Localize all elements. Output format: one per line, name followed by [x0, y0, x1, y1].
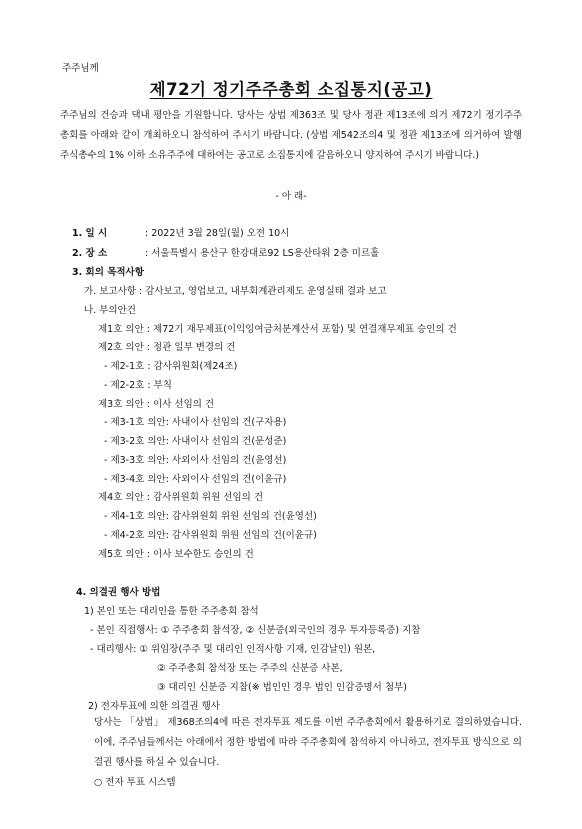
agenda-item-4: 제4호 의안 : 감사위원회 위원 선임의 건 [98, 492, 264, 503]
agenda-item-1: 제1호 의안 : 제72기 재무제표(이익잉여금처분계산서 포함) 및 연결재무제표 승인의 건 [98, 324, 457, 335]
date-value: : 2022년 3월 28일(월) 오전 10시 [145, 228, 290, 239]
place-label: 2. 장 소 [72, 248, 108, 259]
agenda-item-2: 제2호 의안 : 정관 일부 변경의 건 [98, 342, 236, 353]
resolution-title: 나. 부의안건 [84, 305, 136, 316]
date-label: 1. 일 시 [72, 228, 108, 239]
voting-method-1: 1) 본인 또는 대리인을 통한 주주총회 참석 [84, 606, 259, 617]
agenda-item-4-1: - 제4-1호 의안: 감사위원회 위원 선임의 건(윤영선) [104, 511, 317, 522]
voting-proxy-2: ② 주주총회 참석장 또는 주주의 신분증 사본, [157, 663, 343, 674]
agenda-item-4-2: - 제4-2호 의안: 감사위원회 위원 선임의 건(이윤규) [104, 530, 317, 541]
voting-method-2: 2) 전자투표에 의한 의결권 행사 [88, 701, 220, 712]
agenda-item-5: 제5호 의안 : 이사 보수한도 승인의 건 [98, 549, 254, 560]
agenda-item-3-1: - 제3-1호 의안: 사내이사 선임의 건(구자용) [104, 417, 287, 428]
agenda-item-3-4: - 제3-4호 의안: 사외이사 선임의 건(이윤규) [104, 474, 287, 485]
voting-self: - 본인 직접행사: ① 주주총회 참석장, ② 신분증(외국인의 경우 투자등록증) 지참 [90, 625, 421, 636]
agenda-item-3-3: - 제3-3호 의안: 사외이사 선임의 건(윤영선) [104, 455, 287, 466]
agenda-item-3: 제3호 의안 : 이사 선임의 건 [98, 399, 215, 410]
voting-proxy-1: - 대리행사: ① 위임장(주주 및 대리인 인적사항 기재, 인감날인) 원본, [90, 644, 376, 655]
agenda-item-2-1: - 제2-1호 : 감사위원회(제24조) [104, 361, 238, 372]
voting-title: 4. 의결권 행사 방법 [76, 587, 161, 598]
voting-proxy-3: ③ 대리인 신분증 지참(※ 법인인 경우 법인 인감증명서 첨부) [157, 682, 407, 693]
agenda-item-3-2: - 제3-2호 의안: 사내이사 선임의 건(문성준) [104, 436, 287, 447]
below-separator: - 아 래- [275, 191, 307, 202]
place-value: : 서울특별시 용산구 한강대로92 LS용산타워 2층 미르홀 [145, 248, 380, 259]
electronic-voting-body: 당사는 「상법」 제368조의4에 따른 전자투표 제도를 이번 주주총회에서 활용하기로 결의하였습니다. 이에, 주주님들께서는 아래에서 정한 방법에 따라 주주총회에 참석하지 아니하고, 전자투표 방식으로 의결권 행사를 하실 수 있습니다. [94, 717, 522, 768]
electronic-voting-system: ○ 전자 투표 시스템 [94, 777, 176, 788]
report-items: 가. 보고사항 : 감사보고, 영업보고, 내부회계관리제도 운영실태 결과 보고 [84, 286, 387, 297]
agenda-item-2-2: - 제2-2호 : 부칙 [104, 380, 172, 391]
page-title: 제72기 정기주주총회 소집통지(공고) [149, 80, 433, 99]
addressee: 주주님께 [62, 63, 99, 74]
intro-paragraph: 주주님의 건승과 댁내 평안을 기원합니다. 당사는 상법 제363조 및 당사 정관 제13조에 의거 제72기 정기주주총회를 아래와 같이 개최하오니 참석하여 주시기 바랍니다. (상법 제542조의4 및 정관 제13조에 의거하여 발행주식총수의 1% 이하 소유주주에 대하여는 공고로 소집통지에 갈음하오니 양지하여 주시기 바랍니다.) [60, 110, 522, 161]
agenda-title: 3. 회의 목적사항 [72, 267, 144, 278]
